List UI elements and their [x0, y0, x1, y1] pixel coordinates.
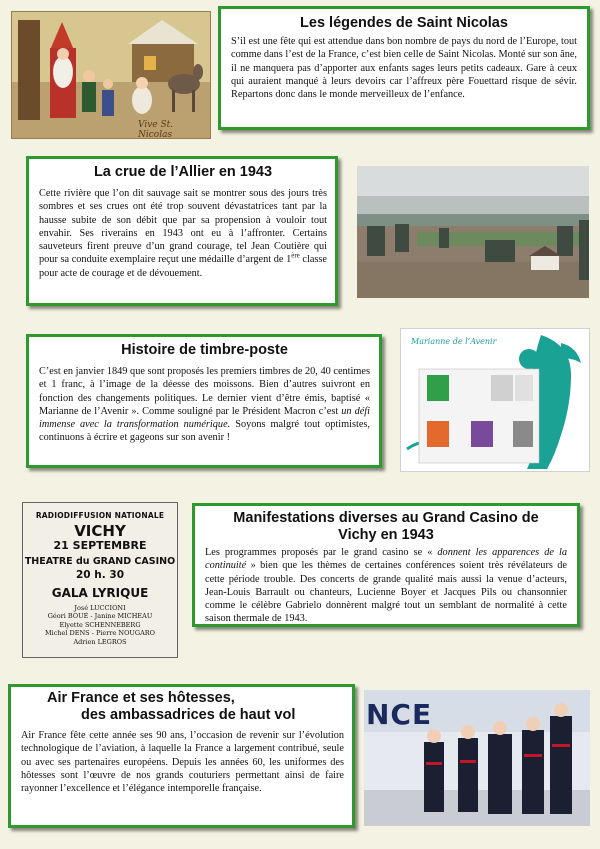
saint-nicolas-postcard [11, 11, 211, 139]
marianne-stamp-sheet [400, 328, 590, 472]
postcard-caption: Vive St. Nicolas [138, 120, 174, 139]
airfrance-crew-photo [364, 690, 590, 826]
saint-nicolas-box [218, 6, 590, 130]
allier-box [26, 156, 338, 306]
airfrance-box [8, 684, 355, 828]
allier-title: La crue de l’Allier en 1943 [93, 164, 273, 180]
marianne-sheet-label: Marianne de l’Avenir [411, 337, 497, 346]
poster-line-1: RADIODIFFUSION NATIONALE [35, 511, 165, 520]
saint-nicolas-title: Les légendes de Saint Nicolas [300, 15, 508, 31]
poster-name: Elyette SCHENNEBERG [59, 620, 141, 629]
poster-line-3: 21 SEPTEMBRE [53, 539, 147, 552]
poster-line-6: GALA LYRIQUE [51, 586, 149, 600]
allier-flood-photo [357, 166, 589, 298]
poster-name: José LUCCIONI [74, 604, 126, 612]
airfrance-logo-text: NCE [366, 698, 433, 731]
allier-text: Cette rivière que l’on dit sauvage sait se montrer sous des jours très sombres et ses crues ont été trop souvent dévastatrices tant par la hausse subite de son débit que par sa propension à vouloir tout envahir. Ses riverains en 1943 ont eu à l’affronter. Certains sauveteurs firent preuve d’un grand courage, tel Jean Coutière qui pour sa conduite exemplaire reçut une médaille d’argent de 1ère classe pour acte de courage et de dévouement. [39, 188, 327, 279]
ordinal-superscript: ère [291, 252, 300, 261]
timbre-text: C’est en janvier 1849 que sont proposés les premiers timbres de 20, 40 centimes et 1 franc, à l’image de la déesse des moissons. Bien d’autres suivront en fonction des changements politiques. Le dernier vient d’être émis, baptisé « Marianne de l’Avenir ». Comme souligné par le Président Macron c’est un défi immense avec la transformation numérique. Soyons malgré tout optimistes, continuons à écrire et gageons sur son avenir ! [39, 366, 371, 444]
poster-line-5: 20 h. 30 [76, 569, 124, 581]
airfrance-title-line-2: des ambassadrices de haut vol [81, 707, 296, 723]
casino-text: Les programmes proposés par le grand casino se « donnent les apparences de la continuité » bien que les thèmes de certaines conférences soient très révélateurs de cette période trouble. Des concerts de grande qualité mais aussi la venue d’acteurs, Jean-Louis Barrault ou chanteurs, Lucienne Boyer et Jacques Pils ou chansonnier comme le célèbre Gabrielo donnèrent malgré tout un semblant de normalité à cette saison thermale de 1943. [205, 547, 567, 625]
poster-name: Géori BOUÉ - Janine MICHEAU [47, 612, 153, 621]
saint-nicolas-text: S’il est une fête qui est attendue dans bon nombre de pays du nord de l’Europe, tout comme dans l’est de la France, c’est bien celle de Saint Nicolas. Monté sur son âne, il ne manquera pas d’apporter aux enfants sages leurs petits cadeaux. Gare à ceux qui auraient manqué à leurs devoirs car l’affreux père Fouettard risque de sévir. Repartons donc dans le monde merveilleux de l’enfance. [231, 36, 577, 101]
timbre-title: Histoire de timbre-poste [121, 342, 288, 358]
casino-title: Manifestations diverses au Grand Casino de Vichy en 1943 [233, 510, 539, 543]
casino-box [192, 503, 580, 627]
poster-name: Michel DENS - Pierre NOUGARO [44, 629, 155, 638]
airfrance-title-line-1: Air France et ses hôtesses, [47, 690, 235, 706]
airfrance-text: Air France fête cette année ses 90 ans, l’occasion de revenir sur l’évolution technologique de l’aviation, à laquelle la France a largement contribué, seule ou avec ses partenaires européens. Depuis les années 60, les uniformes des hôtesses sont l’œuvre de nos grands couturiers permettant ainsi de faire rayonner l’excellence et l’élégance intemporelle française. [21, 730, 344, 795]
timbre-box [26, 334, 382, 468]
poster-line-2: VICHY [74, 522, 126, 540]
poster-name: Adrien LEGROS [73, 637, 127, 646]
gala-lyrique-poster [22, 502, 178, 658]
poster-line-4: THEATRE du GRAND CASINO [24, 556, 176, 567]
